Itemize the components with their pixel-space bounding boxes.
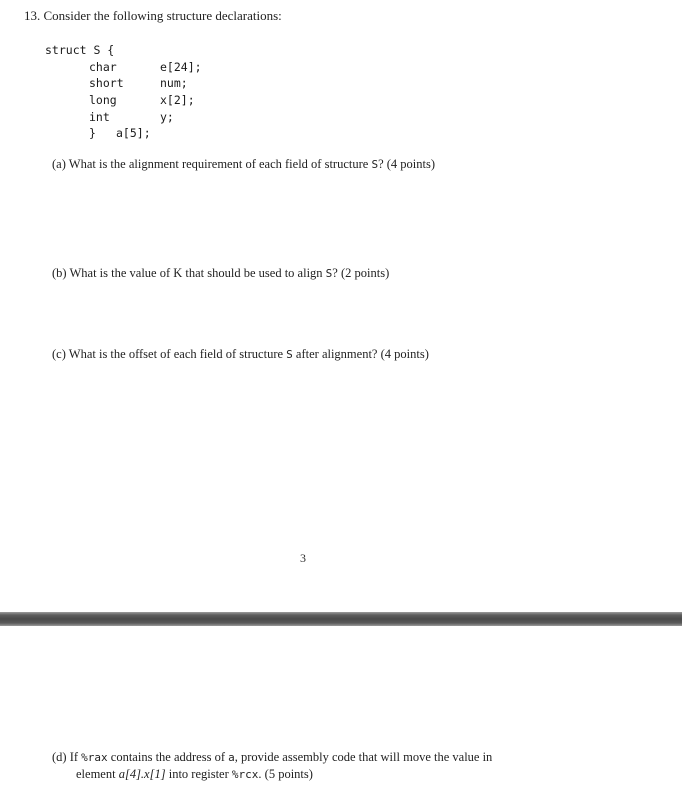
part-d-register-rax: %rax — [81, 751, 108, 764]
part-c-text: (c) What is the offset of each field of structure — [52, 347, 284, 361]
code-field-type: int — [89, 110, 110, 124]
part-c-question — [52, 347, 429, 362]
part-a-suffix: ? (4 points) — [378, 157, 435, 171]
part-d-line2 — [76, 767, 313, 782]
part-b-text: (b) What is the value of K that should be used to align — [52, 266, 323, 280]
code-close-brace: } — [89, 126, 96, 140]
part-d-line1 — [52, 750, 492, 765]
page-separator — [0, 612, 682, 626]
part-c-code: S — [286, 348, 293, 361]
page-number: 3 — [300, 551, 306, 565]
part-b-suffix: ? (2 points) — [332, 266, 390, 280]
code-field-type: char — [89, 60, 117, 74]
question-title: 13. Consider the following structure declarations: — [24, 8, 282, 23]
code-field-type: short — [89, 76, 124, 90]
code-field-decl: e[24]; — [160, 60, 202, 74]
part-a-code: S — [371, 158, 379, 171]
part-a-text: (a) What is the alignment requirement of each field of structure — [52, 157, 369, 171]
part-d-line2-suffix: . (5 points) — [258, 767, 313, 781]
part-d-var-a: a — [228, 751, 235, 764]
code-struct-line: struct S { — [45, 43, 115, 57]
code-array-decl: a[5]; — [116, 126, 151, 140]
code-field-type: long — [89, 93, 117, 107]
part-d-register-rcx: %rcx — [231, 768, 259, 781]
part-d-prefix: (d) If — [52, 750, 79, 764]
next-page — [0, 626, 682, 803]
part-b-code: S — [325, 267, 333, 280]
part-c-suffix: after alignment? (4 points) — [295, 347, 429, 361]
part-d-line1-suffix: , provide assembly code that will move the value in — [234, 750, 493, 764]
code-field-decl: x[2]; — [160, 93, 195, 107]
part-d-mid: contains the address of — [110, 750, 225, 764]
part-a-question — [52, 157, 435, 172]
part-d-expression: a[4].x[1] — [118, 767, 166, 781]
code-field-decl: y; — [160, 110, 174, 124]
part-d-line2-prefix: element — [76, 767, 116, 781]
part-b-question — [52, 266, 389, 281]
part-d-line2-mid: into register — [168, 767, 229, 781]
code-field-decl: num; — [160, 76, 188, 90]
